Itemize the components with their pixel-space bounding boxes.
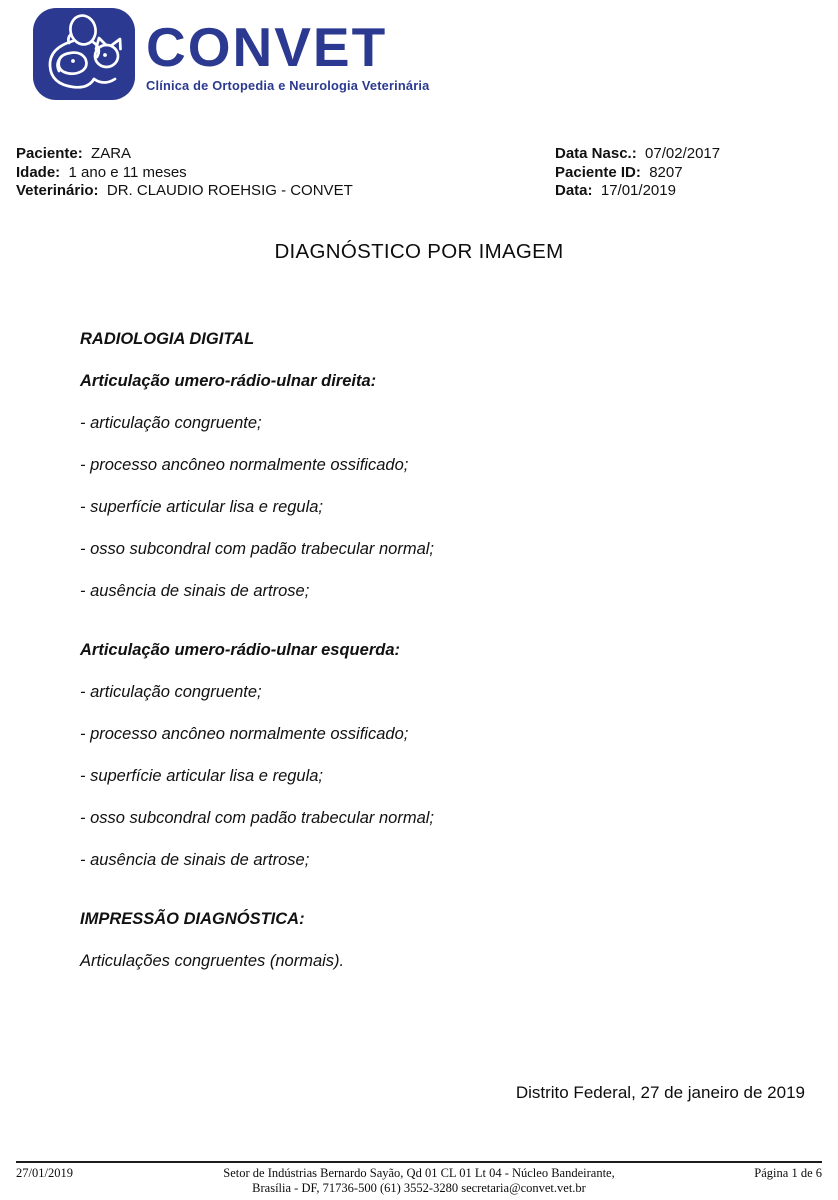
footer-page-number: Página 1 de 6 (754, 1166, 822, 1180)
finding-item: - processo ancôneo normalmente ossificado; (80, 725, 409, 743)
birthdate-value: 07/02/2017 (645, 145, 721, 162)
veterinarian-row (16, 182, 353, 201)
finding-item: - articulação congruente; (80, 414, 262, 432)
finding-item: - osso subcondral com padão trabecular normal; (80, 540, 435, 558)
patient-info-left (16, 145, 353, 201)
patient-id-row (555, 164, 720, 183)
finding-item: - superfície articular lisa e regula; (80, 767, 324, 785)
veterinarian-value: DR. CLAUDIO ROEHSIG - CONVET (106, 182, 353, 199)
birthdate-label: Data Nasc.: (555, 145, 637, 162)
footer-address-line2: Brasília - DF, 71736-500 (61) 3552-3280 secretaria@convet.vet.br (252, 1181, 586, 1195)
exam-date-label: Data: (555, 182, 593, 199)
page-title: DIAGNÓSTICO POR IMAGEM (274, 240, 564, 263)
impression-text: Articulações congruentes (normais). (80, 952, 345, 970)
patient-id-label: Paciente ID: (555, 163, 641, 181)
patient-info-right (555, 145, 720, 201)
section-heading-right-joint: Articulação umero-rádio-ulnar direita: (80, 372, 377, 390)
footer-address-line1: Setor de Indústrias Bernardo Sayão, Qd 01 CL 01 Lt 04 - Núcleo Bandeirante, (223, 1166, 615, 1180)
report-body (80, 331, 778, 995)
person-hugging-dog-and-cat-icon (33, 8, 135, 100)
clinic-brand-block (146, 8, 430, 93)
finding-item: - superfície articular lisa e regula; (80, 498, 324, 516)
exam-date-row (555, 182, 720, 201)
veterinarian-label: Veterinário: (16, 182, 99, 199)
finding-item: - ausência de sinais de artrose; (80, 582, 310, 600)
birthdate-row (555, 145, 720, 164)
patient-name-value: ZARA (91, 145, 132, 162)
clinic-brand-name: CONVET (146, 16, 388, 78)
report-heading: RADIOLOGIA DIGITAL (80, 330, 255, 348)
footer-address (146, 1166, 692, 1196)
patient-id-value: 8207 (649, 163, 683, 181)
section-heading-left-joint: Articulação umero-rádio-ulnar esquerda: (80, 641, 400, 659)
patient-age-value: 1 ano e 11 meses (68, 163, 187, 181)
finding-item: - articulação congruente; (80, 683, 262, 701)
page-footer (16, 1161, 822, 1196)
finding-item: - ausência de sinais de artrose; (80, 851, 310, 869)
patient-age-row (16, 164, 353, 183)
clinic-logo (33, 8, 430, 100)
clinic-tagline: Clínica de Ortopedia e Neurologia Veterinária (146, 78, 430, 93)
place-date-line: Distrito Federal, 27 de janeiro de 2019 (515, 1083, 805, 1102)
finding-item: - processo ancôneo normalmente ossificado; (80, 456, 409, 474)
finding-item: - osso subcondral com padão trabecular normal; (80, 809, 435, 827)
footer-date: 27/01/2019 (16, 1166, 73, 1180)
impression-heading: IMPRESSÃO DIAGNÓSTICA: (80, 910, 305, 928)
patient-name-row (16, 145, 353, 164)
exam-date-value: 17/01/2019 (600, 182, 676, 199)
patient-name-label: Paciente: (16, 145, 83, 162)
patient-age-label: Idade: (16, 163, 61, 181)
